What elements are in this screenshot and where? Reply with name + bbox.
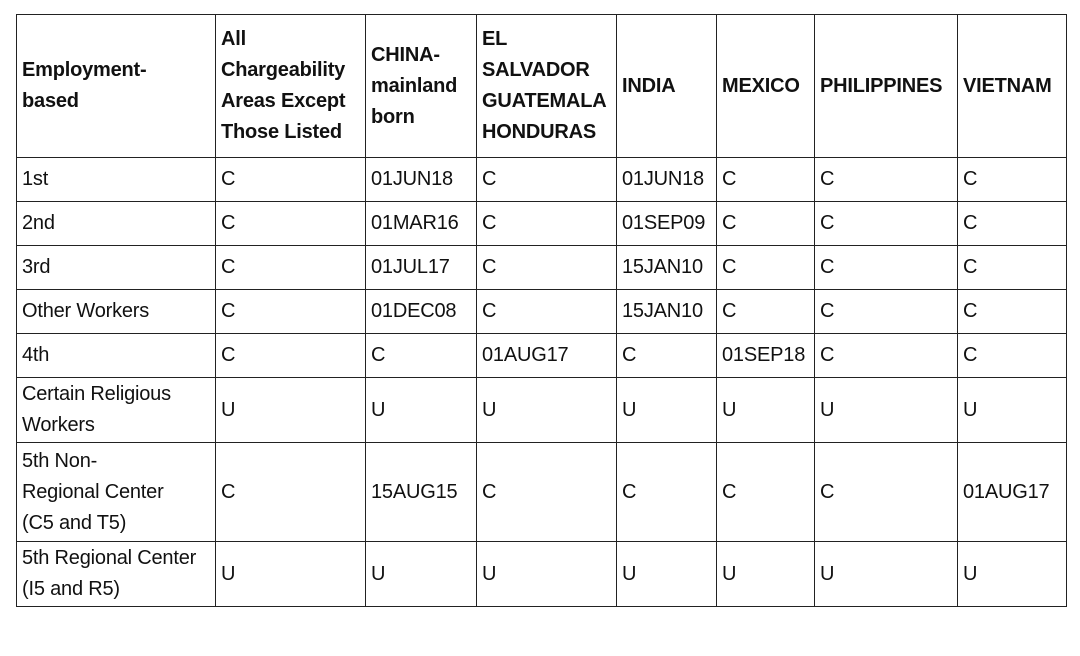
- date-cell: C: [717, 443, 815, 542]
- table-body: [17, 158, 1067, 607]
- row-category-cell: Other Workers: [17, 290, 216, 334]
- date-cell: C: [216, 334, 366, 378]
- table-row: [17, 290, 1067, 334]
- column-header-country: EL SALVADOR GUATEMALA HONDURAS: [477, 15, 617, 158]
- date-cell: U: [958, 378, 1067, 443]
- date-cell: U: [216, 378, 366, 443]
- date-cell: U: [366, 542, 477, 607]
- date-cell: C: [366, 334, 477, 378]
- date-cell: C: [717, 158, 815, 202]
- row-category-cell: 3rd: [17, 246, 216, 290]
- date-cell: 01MAR16: [366, 202, 477, 246]
- row-category-cell: 5th Non- Regional Center (C5 and T5): [17, 443, 216, 542]
- date-cell: 01DEC08: [366, 290, 477, 334]
- row-category-cell: 5th Regional Center (I5 and R5): [17, 542, 216, 607]
- date-cell: C: [815, 202, 958, 246]
- date-cell: 01AUG17: [477, 334, 617, 378]
- date-cell: U: [717, 378, 815, 443]
- date-cell: C: [216, 290, 366, 334]
- date-cell: C: [815, 290, 958, 334]
- table-row: [17, 542, 1067, 607]
- date-cell: 01SEP09: [617, 202, 717, 246]
- final-action-dates-table: [16, 14, 1067, 607]
- date-cell: 15AUG15: [366, 443, 477, 542]
- date-cell: U: [477, 542, 617, 607]
- table-row: [17, 202, 1067, 246]
- column-header-country: MEXICO: [717, 15, 815, 158]
- date-cell: C: [717, 202, 815, 246]
- date-cell: U: [216, 542, 366, 607]
- date-cell: C: [216, 443, 366, 542]
- date-cell: C: [216, 246, 366, 290]
- date-cell: C: [477, 246, 617, 290]
- date-cell: U: [477, 378, 617, 443]
- date-cell: 01AUG17: [958, 443, 1067, 542]
- column-header-country: All Chargeability Areas Except Those Listed: [216, 15, 366, 158]
- date-cell: C: [717, 246, 815, 290]
- date-cell: C: [958, 158, 1067, 202]
- date-cell: C: [815, 334, 958, 378]
- date-cell: U: [366, 378, 477, 443]
- date-cell: C: [958, 290, 1067, 334]
- date-cell: U: [815, 378, 958, 443]
- table-row: [17, 158, 1067, 202]
- date-cell: U: [617, 378, 717, 443]
- date-cell: C: [477, 290, 617, 334]
- date-cell: 01JUN18: [617, 158, 717, 202]
- date-cell: C: [477, 443, 617, 542]
- row-category-cell: 2nd: [17, 202, 216, 246]
- column-header-country: PHILIPPINES: [815, 15, 958, 158]
- date-cell: C: [815, 443, 958, 542]
- column-header-category: Employment- based: [17, 15, 216, 158]
- row-category-cell: 4th: [17, 334, 216, 378]
- date-cell: C: [958, 246, 1067, 290]
- date-cell: C: [216, 202, 366, 246]
- row-category-cell: 1st: [17, 158, 216, 202]
- date-cell: C: [617, 334, 717, 378]
- column-header-country: CHINA- mainland born: [366, 15, 477, 158]
- date-cell: U: [717, 542, 815, 607]
- date-cell: 01SEP18: [717, 334, 815, 378]
- date-cell: 01JUL17: [366, 246, 477, 290]
- table-row: [17, 246, 1067, 290]
- date-cell: C: [216, 158, 366, 202]
- date-cell: C: [717, 290, 815, 334]
- column-header-country: VIETNAM: [958, 15, 1067, 158]
- table-row: [17, 334, 1067, 378]
- date-cell: U: [617, 542, 717, 607]
- header-row: [17, 15, 1067, 158]
- column-header-country: INDIA: [617, 15, 717, 158]
- date-cell: 15JAN10: [617, 290, 717, 334]
- date-cell: C: [477, 158, 617, 202]
- date-cell: C: [958, 334, 1067, 378]
- date-cell: U: [815, 542, 958, 607]
- date-cell: C: [958, 202, 1067, 246]
- row-category-cell: Certain Religious Workers: [17, 378, 216, 443]
- date-cell: C: [815, 158, 958, 202]
- date-cell: 01JUN18: [366, 158, 477, 202]
- date-cell: U: [958, 542, 1067, 607]
- date-cell: C: [617, 443, 717, 542]
- date-cell: C: [477, 202, 617, 246]
- date-cell: C: [815, 246, 958, 290]
- date-cell: 15JAN10: [617, 246, 717, 290]
- table-row: [17, 443, 1067, 542]
- table-row: [17, 378, 1067, 443]
